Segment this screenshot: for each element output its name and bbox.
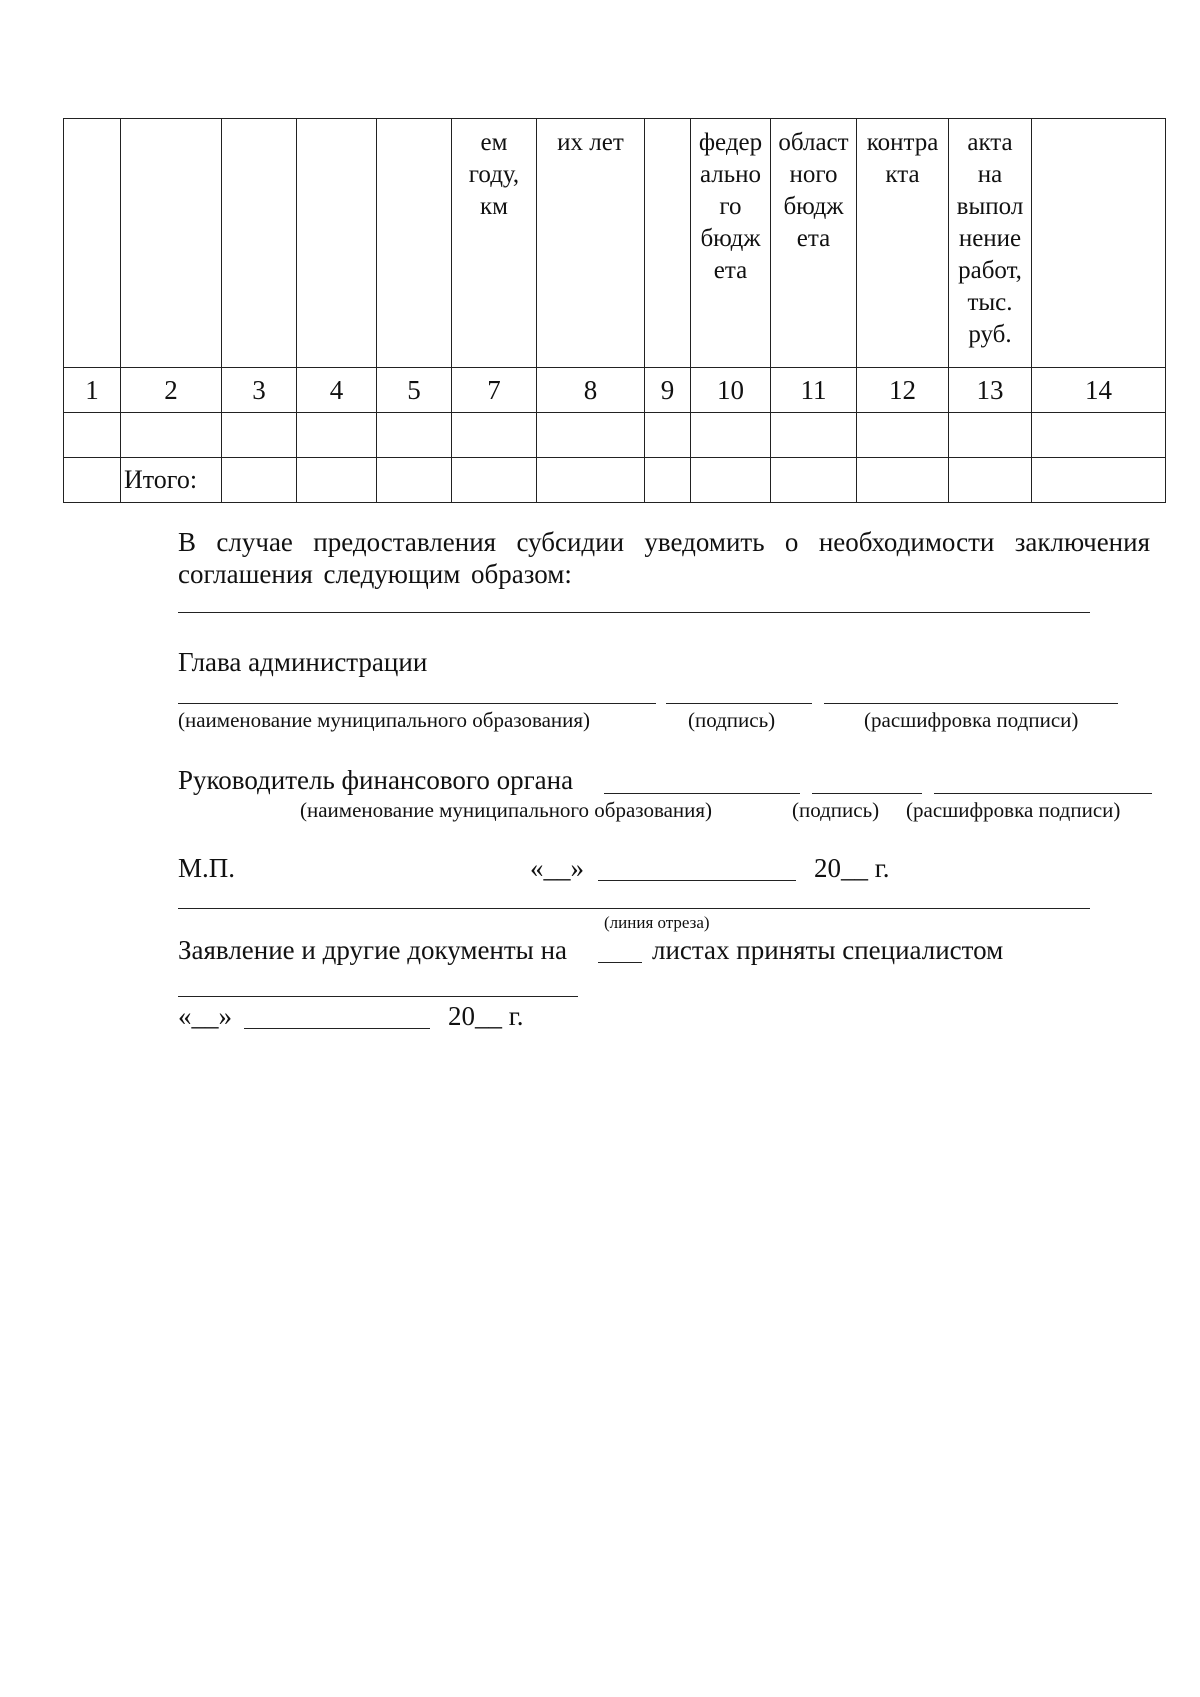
header-cell-14 <box>1032 119 1166 368</box>
column-number: 5 <box>377 368 452 413</box>
table-cell[interactable] <box>691 458 771 503</box>
stamp-date-month-line[interactable] <box>598 880 796 881</box>
table-cell[interactable] <box>537 413 645 458</box>
table-cell[interactable] <box>452 413 537 458</box>
column-number: 3 <box>222 368 297 413</box>
receipt-text-end: листах приняты специалистом <box>652 935 1004 965</box>
head-admin-decoding-line[interactable] <box>824 703 1118 704</box>
receipt-year-prefix: 20 <box>448 1001 475 1031</box>
stamp-date-year <box>814 852 890 884</box>
column-number: 11 <box>771 368 857 413</box>
finance-head-decoding-line[interactable] <box>934 793 1152 794</box>
column-number: 4 <box>297 368 377 413</box>
table-cell[interactable] <box>1032 458 1166 503</box>
receipt-date-year <box>448 1000 524 1032</box>
finance-head-caption-municipality: (наименование муниципального образования) <box>300 798 713 822</box>
finance-head-signature-line[interactable] <box>812 793 922 794</box>
table-cell[interactable] <box>377 413 452 458</box>
head-admin-caption-signature: (подпись) <box>688 708 776 732</box>
notice-fill-line[interactable] <box>178 612 1090 613</box>
column-number: 7 <box>452 368 537 413</box>
table-column-numbers-row <box>64 368 1166 413</box>
header-cell-5 <box>377 119 452 368</box>
finance-head-caption-decoding: (расшифровка подписи) <box>906 798 1121 822</box>
table-cell[interactable] <box>645 413 691 458</box>
header-cell-10: федер ально го бюдж ета <box>691 119 771 368</box>
table-cell[interactable] <box>1032 413 1166 458</box>
table-cell[interactable] <box>857 458 949 503</box>
header-cell-11: област ного бюдж ета <box>771 119 857 368</box>
stamp-mp: М.П. <box>178 853 236 883</box>
header-cell-8: их лет <box>537 119 645 368</box>
table-cell[interactable] <box>949 413 1032 458</box>
finance-head-caption-signature: (подпись) <box>792 798 880 822</box>
column-number: 12 <box>857 368 949 413</box>
table-header-row <box>64 119 1166 368</box>
table-cell[interactable] <box>64 413 121 458</box>
stamp-year-prefix: 20 <box>814 853 841 883</box>
table-row <box>64 413 1166 458</box>
notice-text: В случае предоставления субсидии уведомить о необходимости заключения соглашения следующим образом: <box>178 527 1150 589</box>
table-total-row <box>64 458 1166 503</box>
head-admin-title: Глава администрации <box>178 647 428 677</box>
table-cell[interactable] <box>645 458 691 503</box>
finance-head-municipality-line[interactable] <box>604 793 800 794</box>
column-number: 8 <box>537 368 645 413</box>
header-cell-7: ем году, км <box>452 119 537 368</box>
stamp-year-suffix: __ г. <box>841 853 890 883</box>
receipt-text-start: Заявление и другие документы на <box>178 935 568 965</box>
column-number: 9 <box>645 368 691 413</box>
head-admin-caption-municipality: (наименование муниципального образования) <box>178 708 591 732</box>
header-cell-1 <box>64 119 121 368</box>
column-number: 14 <box>1032 368 1166 413</box>
head-admin-signature-line[interactable] <box>666 703 812 704</box>
table-cell[interactable] <box>857 413 949 458</box>
table-cell[interactable] <box>377 458 452 503</box>
cut-line <box>178 908 1090 909</box>
table-cell[interactable] <box>222 458 297 503</box>
table-cell[interactable] <box>121 413 222 458</box>
table-cell[interactable] <box>771 458 857 503</box>
receipt-date-month-line[interactable] <box>244 1028 430 1029</box>
table-cell[interactable] <box>297 458 377 503</box>
table-cell[interactable] <box>297 413 377 458</box>
table-cell[interactable] <box>949 458 1032 503</box>
receipt-specialist-line[interactable] <box>178 996 578 997</box>
receipt-year-suffix: __ г. <box>475 1001 524 1031</box>
stamp-date-day: «__» <box>530 853 584 883</box>
header-cell-9 <box>645 119 691 368</box>
column-number: 1 <box>64 368 121 413</box>
table-cell[interactable] <box>691 413 771 458</box>
finance-head-title: Руководитель финансового органа <box>178 765 574 795</box>
receipt-date-day: «__» <box>178 1001 232 1031</box>
total-label: Итого: <box>121 458 222 503</box>
receipt-sheets-count-line[interactable] <box>598 962 642 963</box>
header-cell-13: акта на выпол нение работ, тыс. руб. <box>949 119 1032 368</box>
header-cell-3 <box>222 119 297 368</box>
table-cell[interactable] <box>64 458 121 503</box>
head-admin-caption-decoding: (расшифровка подписи) <box>864 708 1079 732</box>
table-cell[interactable] <box>771 413 857 458</box>
column-number: 10 <box>691 368 771 413</box>
cut-line-label: (линия отреза) <box>604 913 710 932</box>
table-cell[interactable] <box>537 458 645 503</box>
head-admin-municipality-line[interactable] <box>178 703 656 704</box>
table-cell[interactable] <box>222 413 297 458</box>
table-cell[interactable] <box>452 458 537 503</box>
column-number: 13 <box>949 368 1032 413</box>
header-cell-4 <box>297 119 377 368</box>
header-cell-12: контра кта <box>857 119 949 368</box>
column-number: 2 <box>121 368 222 413</box>
subsidy-table <box>63 118 1166 503</box>
header-cell-2 <box>121 119 222 368</box>
